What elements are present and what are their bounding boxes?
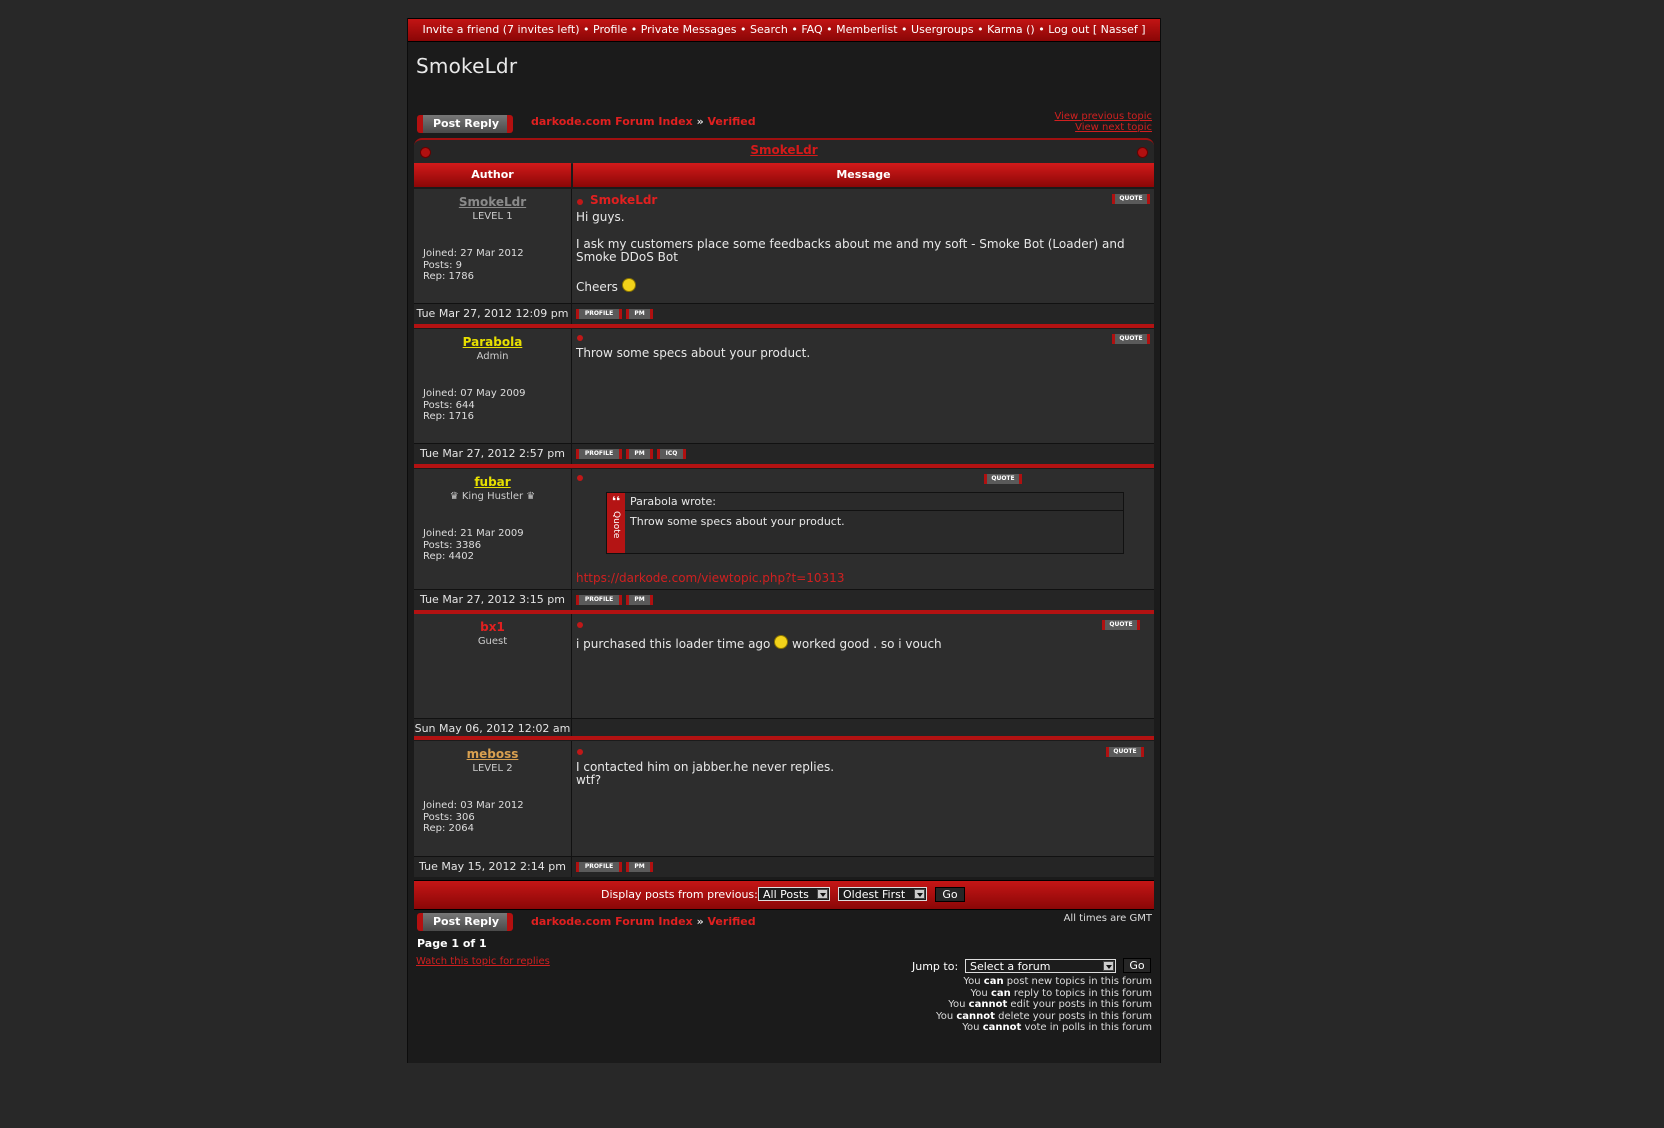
- display-options-bar: [414, 880, 1154, 910]
- forum-permissions: [936, 976, 1152, 1034]
- post-date: Tue Mar 27, 2012 12:09 pm: [414, 304, 572, 324]
- post-icon: [577, 199, 583, 205]
- post-url-link[interactable]: https://darkode.com/viewtopic.php?t=10313: [576, 571, 845, 585]
- author-rank: Admin: [476, 351, 509, 362]
- post-date: Sun May 06, 2012 12:02 am: [414, 719, 572, 739]
- post-author-cell: [414, 614, 572, 718]
- breadcrumb-forum-index-link[interactable]: darkode.com Forum Index: [531, 915, 693, 928]
- chevron-down-icon: [817, 889, 828, 899]
- quote-block: [606, 492, 1124, 554]
- breadcrumb-verified-link[interactable]: Verified: [707, 915, 756, 928]
- quote-button[interactable]: QUOTE: [1112, 334, 1150, 344]
- permission-line: You can post new topics in this forum: [963, 976, 1152, 987]
- pm-button[interactable]: PM: [626, 595, 653, 605]
- post-icon: [577, 749, 583, 755]
- post-author-link[interactable]: meboss: [466, 747, 519, 761]
- view-previous-topic-link[interactable]: View previous topic: [1054, 111, 1152, 122]
- post-1: [414, 189, 1154, 325]
- post-footer: [414, 856, 1154, 877]
- author-rank: ♛ King Hustler ♛: [449, 491, 536, 502]
- post-author-link[interactable]: fubar: [474, 475, 511, 489]
- profile-button[interactable]: PROFILE: [576, 862, 622, 872]
- nav-invite-link[interactable]: Invite a friend (7 invites left): [422, 23, 580, 36]
- jump-to-forum-select[interactable]: Select a forum: [965, 959, 1116, 973]
- post-separator: [414, 464, 1154, 468]
- quote-marker-icon: ❛❛ Quote: [607, 493, 625, 553]
- corner-dot-icon: [1137, 147, 1148, 158]
- pagination-label: Page 1 of 1: [417, 937, 487, 950]
- topic-header: [414, 138, 1154, 164]
- profile-button[interactable]: PROFILE: [576, 309, 622, 319]
- quote-button[interactable]: QUOTE: [984, 474, 1022, 484]
- post-reply-button[interactable]: Post Reply: [417, 115, 513, 133]
- breadcrumb-verified-link[interactable]: Verified: [707, 115, 756, 128]
- post-message-cell: [572, 189, 1154, 303]
- post-5: [414, 741, 1154, 881]
- post-separator: [414, 736, 1154, 740]
- post-author-cell: [414, 741, 572, 856]
- chevron-down-icon: [914, 889, 925, 899]
- post-footer: [414, 443, 1154, 464]
- smiley-icon: [622, 278, 636, 292]
- pm-button[interactable]: PM: [626, 309, 653, 319]
- display-go-button[interactable]: Go: [935, 887, 965, 902]
- post-body-line: I contacted him on jabber.he never replies. wtf?: [576, 760, 835, 787]
- author-rank: LEVEL 2: [472, 763, 513, 774]
- breadcrumb-forum-index-link[interactable]: darkode.com Forum Index: [531, 115, 693, 128]
- nav-karma-link[interactable]: Karma (): [987, 23, 1035, 36]
- nav-search-link[interactable]: Search: [750, 23, 788, 36]
- author-stats: Joined: 27 Mar 2012 Posts: 9 Rep: 1786: [423, 248, 524, 282]
- post-body-line: Cheers: [576, 278, 636, 294]
- watch-topic-link[interactable]: Watch this topic for replies: [416, 956, 550, 967]
- post-body-line: i purchased this loader time ago worked good . so i vouch: [576, 637, 942, 651]
- smiley-icon: [774, 635, 788, 649]
- chevron-down-icon: [1103, 961, 1114, 971]
- topic-navigation: [1054, 111, 1152, 133]
- quote-button[interactable]: QUOTE: [1102, 620, 1140, 630]
- author-stats: Joined: 03 Mar 2012 Posts: 306 Rep: 2064: [423, 800, 524, 834]
- post-body-line: Throw some specs about your product.: [576, 346, 811, 360]
- post-message-cell: [572, 741, 1154, 856]
- page-container: [407, 18, 1161, 1063]
- nav-private-messages-link[interactable]: Private Messages: [640, 23, 737, 36]
- nav-logout-link[interactable]: Log out [ Nassef ]: [1048, 23, 1146, 36]
- post-author-cell: [414, 329, 572, 443]
- pm-button[interactable]: PM: [626, 449, 653, 459]
- jump-go-button[interactable]: Go: [1123, 958, 1151, 973]
- post-range-select[interactable]: All Posts: [758, 887, 830, 901]
- nav-memberlist-link[interactable]: Memberlist: [836, 23, 898, 36]
- nav-profile-link[interactable]: Profile: [593, 23, 628, 36]
- permission-line: You cannot edit your posts in this forum: [948, 999, 1152, 1010]
- pm-button[interactable]: PM: [626, 862, 653, 872]
- post-icon: [577, 335, 583, 341]
- author-rank: LEVEL 1: [472, 211, 513, 222]
- post-footer: [414, 303, 1154, 324]
- post-body-line: Hi guys.: [576, 210, 625, 224]
- author-column-header: Author: [414, 163, 571, 187]
- breadcrumb: darkode.com Forum Index » Verified: [531, 915, 756, 928]
- icq-button[interactable]: ICQ: [657, 449, 686, 459]
- display-posts-label: Display posts from previous:: [601, 888, 758, 901]
- post-message-cell: [572, 469, 1154, 589]
- timezone-note: All times are GMT: [1063, 913, 1152, 924]
- post-order-select[interactable]: Oldest First: [838, 887, 927, 901]
- page-title: SmokeLdr: [416, 54, 518, 78]
- post-icon: [577, 622, 583, 628]
- view-next-topic-link[interactable]: View next topic: [1075, 122, 1152, 133]
- author-stats: Joined: 21 Mar 2009 Posts: 3386 Rep: 4402: [423, 528, 524, 562]
- post-author-cell: [414, 469, 572, 589]
- jump-to-label: Jump to:: [912, 960, 959, 973]
- quote-author: Parabola wrote:: [625, 493, 1123, 511]
- profile-button[interactable]: PROFILE: [576, 595, 622, 605]
- quote-text: Throw some specs about your product.: [630, 515, 845, 528]
- topic-title-link[interactable]: SmokeLdr: [750, 143, 818, 157]
- post-icon: [577, 475, 583, 481]
- post-message-cell: [572, 329, 1154, 443]
- post-author-link[interactable]: Parabola: [462, 335, 523, 349]
- permission-line: You cannot delete your posts in this forum: [935, 1010, 1152, 1022]
- quote-button[interactable]: QUOTE: [1106, 747, 1144, 757]
- post-4: [414, 614, 1154, 740]
- breadcrumb: darkode.com Forum Index » Verified: [531, 115, 756, 128]
- permission-line: You can reply to topics in this forum: [970, 987, 1152, 999]
- nav-faq-link[interactable]: FAQ: [801, 23, 823, 36]
- post-footer: [414, 589, 1154, 610]
- post-message-cell: [572, 614, 1154, 718]
- post-date: Tue May 15, 2012 2:14 pm: [414, 857, 572, 877]
- post-reply-button[interactable]: Post Reply: [417, 913, 513, 931]
- top-navigation-bar: Invite a friend (7 invites left) • Profile • Private Messages • Search • FAQ • Memberlist • Usergroups • Karma () • Log out [ Nassef ]: [408, 18, 1160, 42]
- message-column-header: Message: [573, 163, 1154, 187]
- author-stats: Joined: 07 May 2009 Posts: 644 Rep: 1716: [423, 388, 526, 422]
- post-date: Tue Mar 27, 2012 3:15 pm: [414, 590, 572, 610]
- post-body-line: I ask my customers place some feedbacks about me and my soft - Smoke Bot (Loader) and Smoke DDoS Bot: [576, 237, 1125, 264]
- post-author-cell: [414, 189, 572, 303]
- post-author-link[interactable]: bx1: [480, 620, 505, 634]
- permission-line: You cannot vote in polls in this forum: [962, 1022, 1152, 1033]
- post-2: [414, 329, 1154, 469]
- post-author-link[interactable]: SmokeLdr: [458, 195, 527, 209]
- post-subject: SmokeLdr: [590, 193, 658, 207]
- nav-usergroups-link[interactable]: Usergroups: [911, 23, 974, 36]
- quote-button[interactable]: QUOTE: [1112, 194, 1150, 204]
- author-rank: Guest: [477, 636, 508, 647]
- post-3: [414, 469, 1154, 614]
- profile-button[interactable]: PROFILE: [576, 449, 622, 459]
- post-date: Tue Mar 27, 2012 2:57 pm: [414, 444, 572, 464]
- post-separator: [414, 324, 1154, 328]
